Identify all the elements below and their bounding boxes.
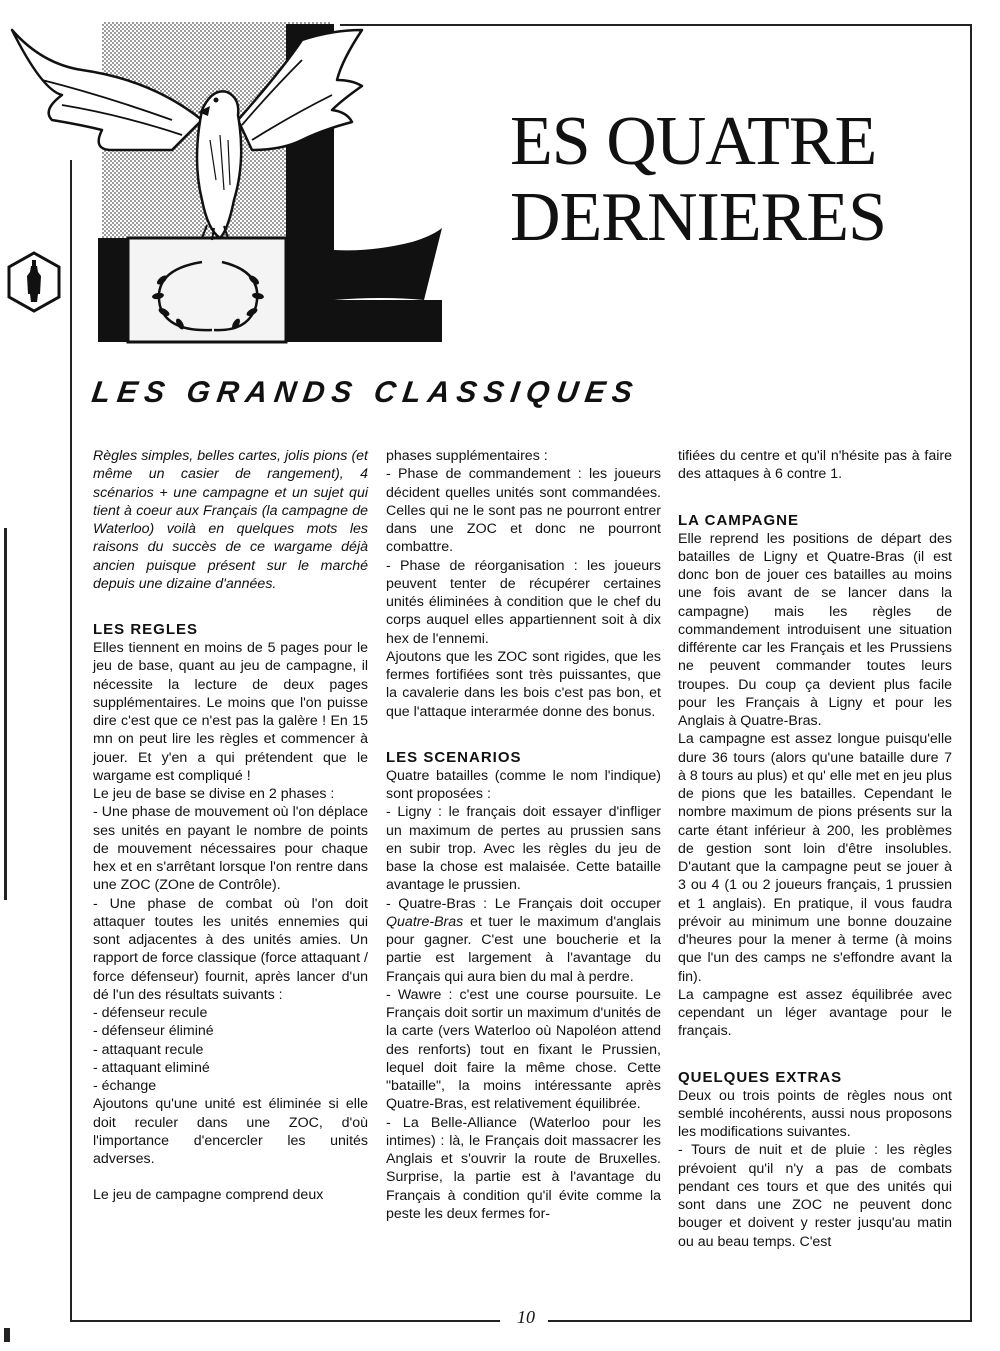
paragraph-part: - Quatre-Bras : Le Français doit occuper [386, 895, 661, 912]
heading-regles: LES REGLES [93, 621, 199, 638]
paragraph-part: et tuer le maximum d'anglais pour gagner. C'est une boucherie et la partie est largement à l'avantage du Français qui aura bien du mal à perdre. [386, 913, 661, 985]
emphasis-quatre-bras: Quatre-Bras [386, 913, 464, 930]
paragraph: Elles tiennent en moins de 5 pages pour le jeu de base, quant au jeu de campagne, il nécessite la lecture de deux pages supplémentaires. Le moins que l'on puisse dire c'est que ce n'est pas la galère ! En 15 mn on peut lire les règles et commencer à jouer. Et y'en a qui prétendent que le wargame est compliqué ! [93, 640, 368, 784]
paragraph: Le jeu de base se divise en 2 phases : [93, 786, 335, 802]
paragraph: phases supplémentaires : [386, 448, 548, 464]
paragraph: - Une phase de mouvement où l'on déplace ses unités en payant le nombre de points de mouvement nécessaires pour chaque hex et en s'arrêtant lorsque l'on rentre dans une ZOC (ZOne de Contrôle). [93, 804, 368, 894]
paragraph: tifiées du centre et qu'il n'hésite pas à faire des attaques à 6 contre 1. [678, 448, 952, 483]
intro-paragraph: Règles simples, belles cartes, jolis pions (et même un casier de rangement), 4 scénarios + une campagne et un sujet qui tient à coeur aux Français (la campagne de Waterloo) voilà en quelques mots les raisons du succès de ce wargame déjà ancien puisque présent sur le marché depuis une dizaine d'années. [93, 448, 368, 592]
column-3 [678, 447, 952, 1251]
result-item: - attaquant eliminé [93, 1059, 210, 1076]
paragraph: Ajoutons que les ZOC sont rigides, que les fermes fortifiées sont très puissantes, que la cavalerie dans les bois c'est pas bon, et que l'attaque interarmée donne des bonus. [386, 648, 661, 720]
title-line-1: ES QUATRE [510, 103, 877, 180]
paragraph: Ajoutons qu'une unité est éliminée si elle doit reculer dans une ZOC, d'où l'importance d'encercler les unités adverses. [93, 1096, 368, 1167]
paragraph: - Phase de réorganisation : les joueurs peuvent tenter de récupérer certaines unités éliminées à condition que le chef du corps auquel elles appartiennent soit à dix hex de l'ennemi. [386, 557, 661, 647]
heading-campagne: LA CAMPAGNE [678, 511, 799, 529]
paragraph: Quatre batailles (comme le nom l'indique) sont proposées : [386, 767, 661, 802]
eagle-laurel-emblem-icon [2, 0, 492, 355]
paragraph: La campagne est assez longue puisqu'elle dure 36 tours (alors qu'une bataille dure 7 à 8 tours au plus) et qu' elle met en jeu plus de pions que les batailles. Cependant le nombre maximum de pions présents sur la carte étant inférieur à 200, les problèmes de gestion sont loin d'être insolubles. D'autant que la campagne peut se jouer à 3 ou 4 (1 ou 2 joueurs français, 1 prussien et 1 anglais). En pratique, il vous faudra prévoir au minimum une bonne douzaine d'heures pour la mener à terme (à moins que l'un des camps ne s'effondre avant la fin). [678, 731, 953, 985]
frame-right-rule [970, 24, 972, 1320]
result-item: - défenseur éliminé [93, 1023, 214, 1040]
margin-bar [4, 528, 7, 900]
paragraph: - La Belle-Alliance (Waterloo pour les intimes) : là, le Français doit massacrer les Anglais et s'ouvrir la route de Bruxelles. Surprise, la partie est à l'avantage du Français à condition qu'il évite comme la peste les deux fermes for- [386, 1114, 661, 1222]
margin-tick [4, 1328, 10, 1342]
paragraph: Deux ou trois points de règles nous ont semblé incohérents, aussi nous proposons les modifications suivantes. [678, 1087, 952, 1140]
heading-scenarios: LES SCENARIOS [386, 748, 522, 766]
frame-bottom-rule-right [548, 1320, 972, 1322]
heading-extras: QUELQUES EXTRAS [678, 1068, 843, 1086]
page-number: 10 [517, 1307, 535, 1327]
frame-bottom-rule-left [70, 1320, 500, 1322]
paragraph: - Tours de nuit et de pluie : les règles prévoient qu'il n'y a pas de combats pendant ces tours et que des unités qui sont dans une ZOC ne peuvent donc bouger et doivent y rester jusqu'au matin ou au beau temps. C'est [678, 1142, 952, 1250]
column-2 [386, 447, 661, 1223]
paragraph: - Une phase de combat où l'on doit attaquer toutes les unités ennemies qui sont adjacentes à des unités amies. Un rapport de force classique (force attaquant / force défenseur) fournit, après lancer d'un dé l'un des résultats suivants : [93, 895, 368, 1003]
paragraph: - Ligny : le français doit essayer d'infliger un maximum de pertes au prussien sans en subir trop. Avec les règles du jeu de base la chose est malaisée. Cette bataille avantage le prussien. [386, 804, 661, 894]
title-line-2: DERNIERES [510, 179, 886, 256]
paragraph: Le jeu de campagne comprend deux [93, 1187, 324, 1204]
result-item: - défenseur recule [93, 1005, 208, 1021]
page-title [510, 104, 970, 256]
paragraph [386, 895, 661, 986]
paragraph: - Phase de commandement : les joueurs décident quelles unités sont commandées. Celles qui ne le sont pas ne pourront entrer dans une ZOC et donc ne pourront combattre. [386, 466, 661, 556]
paragraph: - Wawre : c'est une course poursuite. Le Français doit sortir un maximum d'unités de la carte (vers Waterloo où Napoléon attend des renforts) tout en fixant le Prussien, lequel doit faire la même chose. Cette "bataille", la moins intéressante après Quatre-Bras, est relativement équilibrée. [386, 986, 661, 1113]
result-item: - attaquant recule [93, 1041, 204, 1058]
paragraph: Elle reprend les positions de départ des batailles de Ligny et Quatre-Bras (il est donc bon de jouer ces batailles au moins une fois avant de se lancer dans la campagne) mais les règles de commandement introduisent une situation différente car les Français et les Prussiens ne peuvent commander toutes leurs troupes. Du coup ça devient plus facile pour les Français à Ligny et pour les Anglais à Quatre-Bras. [678, 530, 952, 729]
paragraph: La campagne est assez équilibrée avec cependant un léger avantage pour le français. [678, 986, 952, 1040]
soldier-hex-icon [5, 250, 63, 314]
result-item: - échange [93, 1078, 157, 1094]
section-banner: LES GRANDS CLASSIQUES [89, 376, 642, 409]
column-1 [93, 447, 368, 1205]
